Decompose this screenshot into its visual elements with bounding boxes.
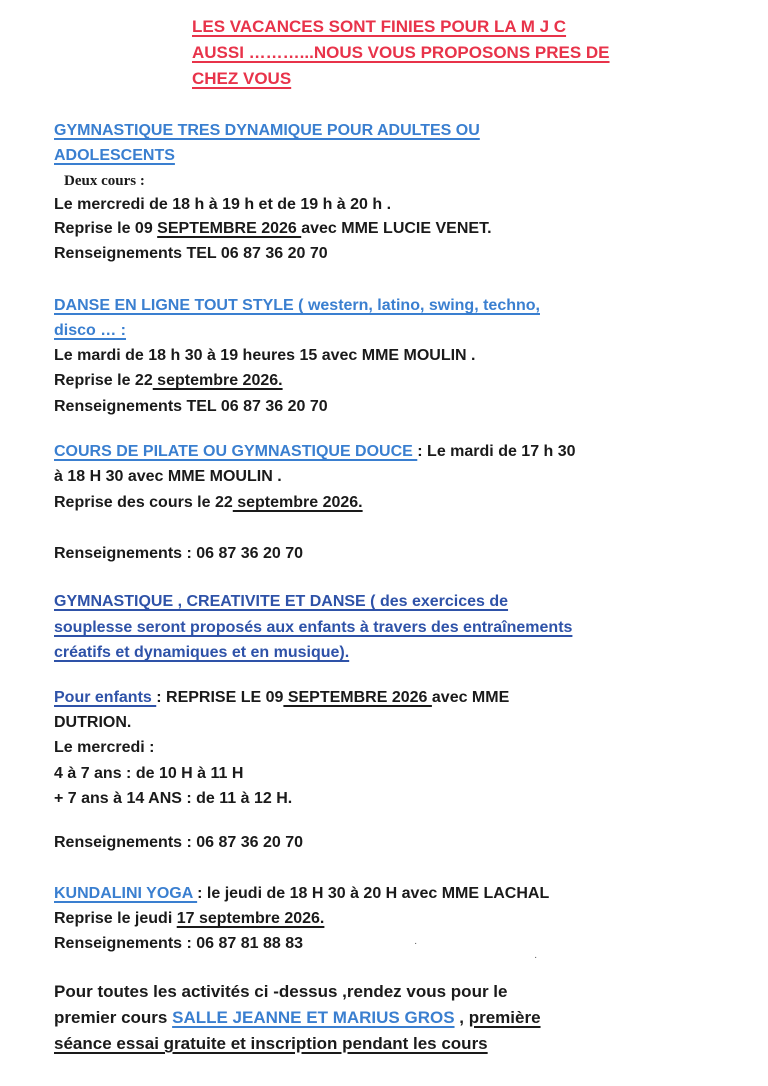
header-line-1: LES VACANCES SONT FINIES POUR LA M J C: [192, 17, 567, 36]
danse-reprise: Reprise le 22 septembre 2026.: [54, 372, 283, 389]
danse-schedule: Le mardi de 18 h 30 à 19 heures 15 avec MME MOULIN .: [54, 347, 476, 364]
gym-adults-title-2: ADOLESCENTS: [54, 147, 175, 164]
yoga-info: Renseignements : 06 87 81 88 83: [54, 935, 304, 952]
pilate-info: Renseignements : 06 87 36 20 70: [54, 545, 304, 562]
scan-speck: ·: [414, 938, 418, 949]
pilate-reprise-date: septembre 2026.: [232, 494, 363, 511]
gym-adults-subtitle: Deux cours :: [64, 173, 145, 189]
gym-enfants-reprise: Pour enfants : REPRISE LE 09 SEPTEMBRE 2026 avec MME: [54, 689, 510, 706]
gym-adults-reprise-date: SEPTEMBRE 2026: [157, 220, 302, 237]
footer-venue: SALLE JEANNE ET MARIUS GROS: [172, 1008, 455, 1027]
pilate-title: COURS DE PILATE OU GYMNASTIQUE DOUCE: [54, 443, 418, 460]
danse-title-1: DANSE EN LIGNE TOUT STYLE ( western, latino, swing, techno,: [54, 297, 540, 314]
gym-adults-reprise: Reprise le 09 SEPTEMBRE 2026 avec MME LUCIE VENET.: [54, 220, 492, 237]
yoga-reprise-date: 17 septembre 2026.: [176, 910, 325, 927]
gym-enfants-slot-1: 4 à 7 ans : de 10 H à 11 H: [54, 765, 244, 782]
footer-premiere: première: [468, 1008, 541, 1027]
footer-line-2: premier cours SALLE JEANNE ET MARIUS GROS , première: [54, 1008, 541, 1027]
gym-adults-schedule: Le mercredi de 18 h à 19 h et de 19 h à 20 h .: [54, 196, 392, 213]
gym-enfants-reprise-date: SEPTEMBRE 2026: [283, 689, 432, 706]
gym-adults-title-1: GYMNASTIQUE TRES DYNAMIQUE POUR ADULTES OU: [54, 122, 480, 139]
yoga-title: KUNDALINI YOGA: [54, 885, 198, 902]
footer-line-1: Pour toutes les activités ci -dessus ,rendez vous pour le: [54, 982, 508, 1001]
gym-enfants-title-3: créatifs et dynamiques et en musique).: [54, 644, 350, 661]
header-line-2: AUSSI ………...NOUS VOUS PROPOSONS PRES DE: [192, 43, 610, 62]
gym-enfants-teacher: DUTRION.: [54, 714, 132, 731]
pilate-title-line: COURS DE PILATE OU GYMNASTIQUE DOUCE : Le mardi de 17 h 30: [54, 443, 576, 460]
gym-enfants-title-2: souplesse seront proposés aux enfants à travers des entraînements: [54, 619, 573, 636]
pilate-schedule-2: à 18 H 30 avec MME MOULIN .: [54, 468, 282, 485]
gym-enfants-title-1: GYMNASTIQUE , CREATIVITE ET DANSE ( des exercices de: [54, 593, 509, 610]
header-line-3: CHEZ VOUS: [192, 69, 292, 88]
danse-reprise-date: septembre 2026.: [152, 372, 283, 389]
yoga-title-line: KUNDALINI YOGA : le jeudi de 18 H 30 à 20 H avec MME LACHAL: [54, 885, 550, 902]
gym-enfants-day: Le mercredi :: [54, 739, 155, 756]
scan-speck: ·: [534, 952, 538, 963]
gym-enfants-info: Renseignements : 06 87 36 20 70: [54, 834, 304, 851]
gym-adults-info: Renseignements TEL 06 87 36 20 70: [54, 245, 328, 262]
gym-enfants-for-label: Pour enfants: [54, 689, 157, 706]
yoga-reprise: Reprise le jeudi 17 septembre 2026.: [54, 910, 325, 927]
danse-info: Renseignements TEL 06 87 36 20 70: [54, 398, 328, 415]
gym-enfants-slot-2: + 7 ans à 14 ANS : de 11 à 12 H.: [54, 790, 293, 807]
pilate-reprise: Reprise des cours le 22 septembre 2026.: [54, 494, 363, 511]
footer-line-3: séance essai gratuite et inscription pendant les cours: [54, 1034, 488, 1053]
danse-title-2: disco … :: [54, 322, 127, 339]
